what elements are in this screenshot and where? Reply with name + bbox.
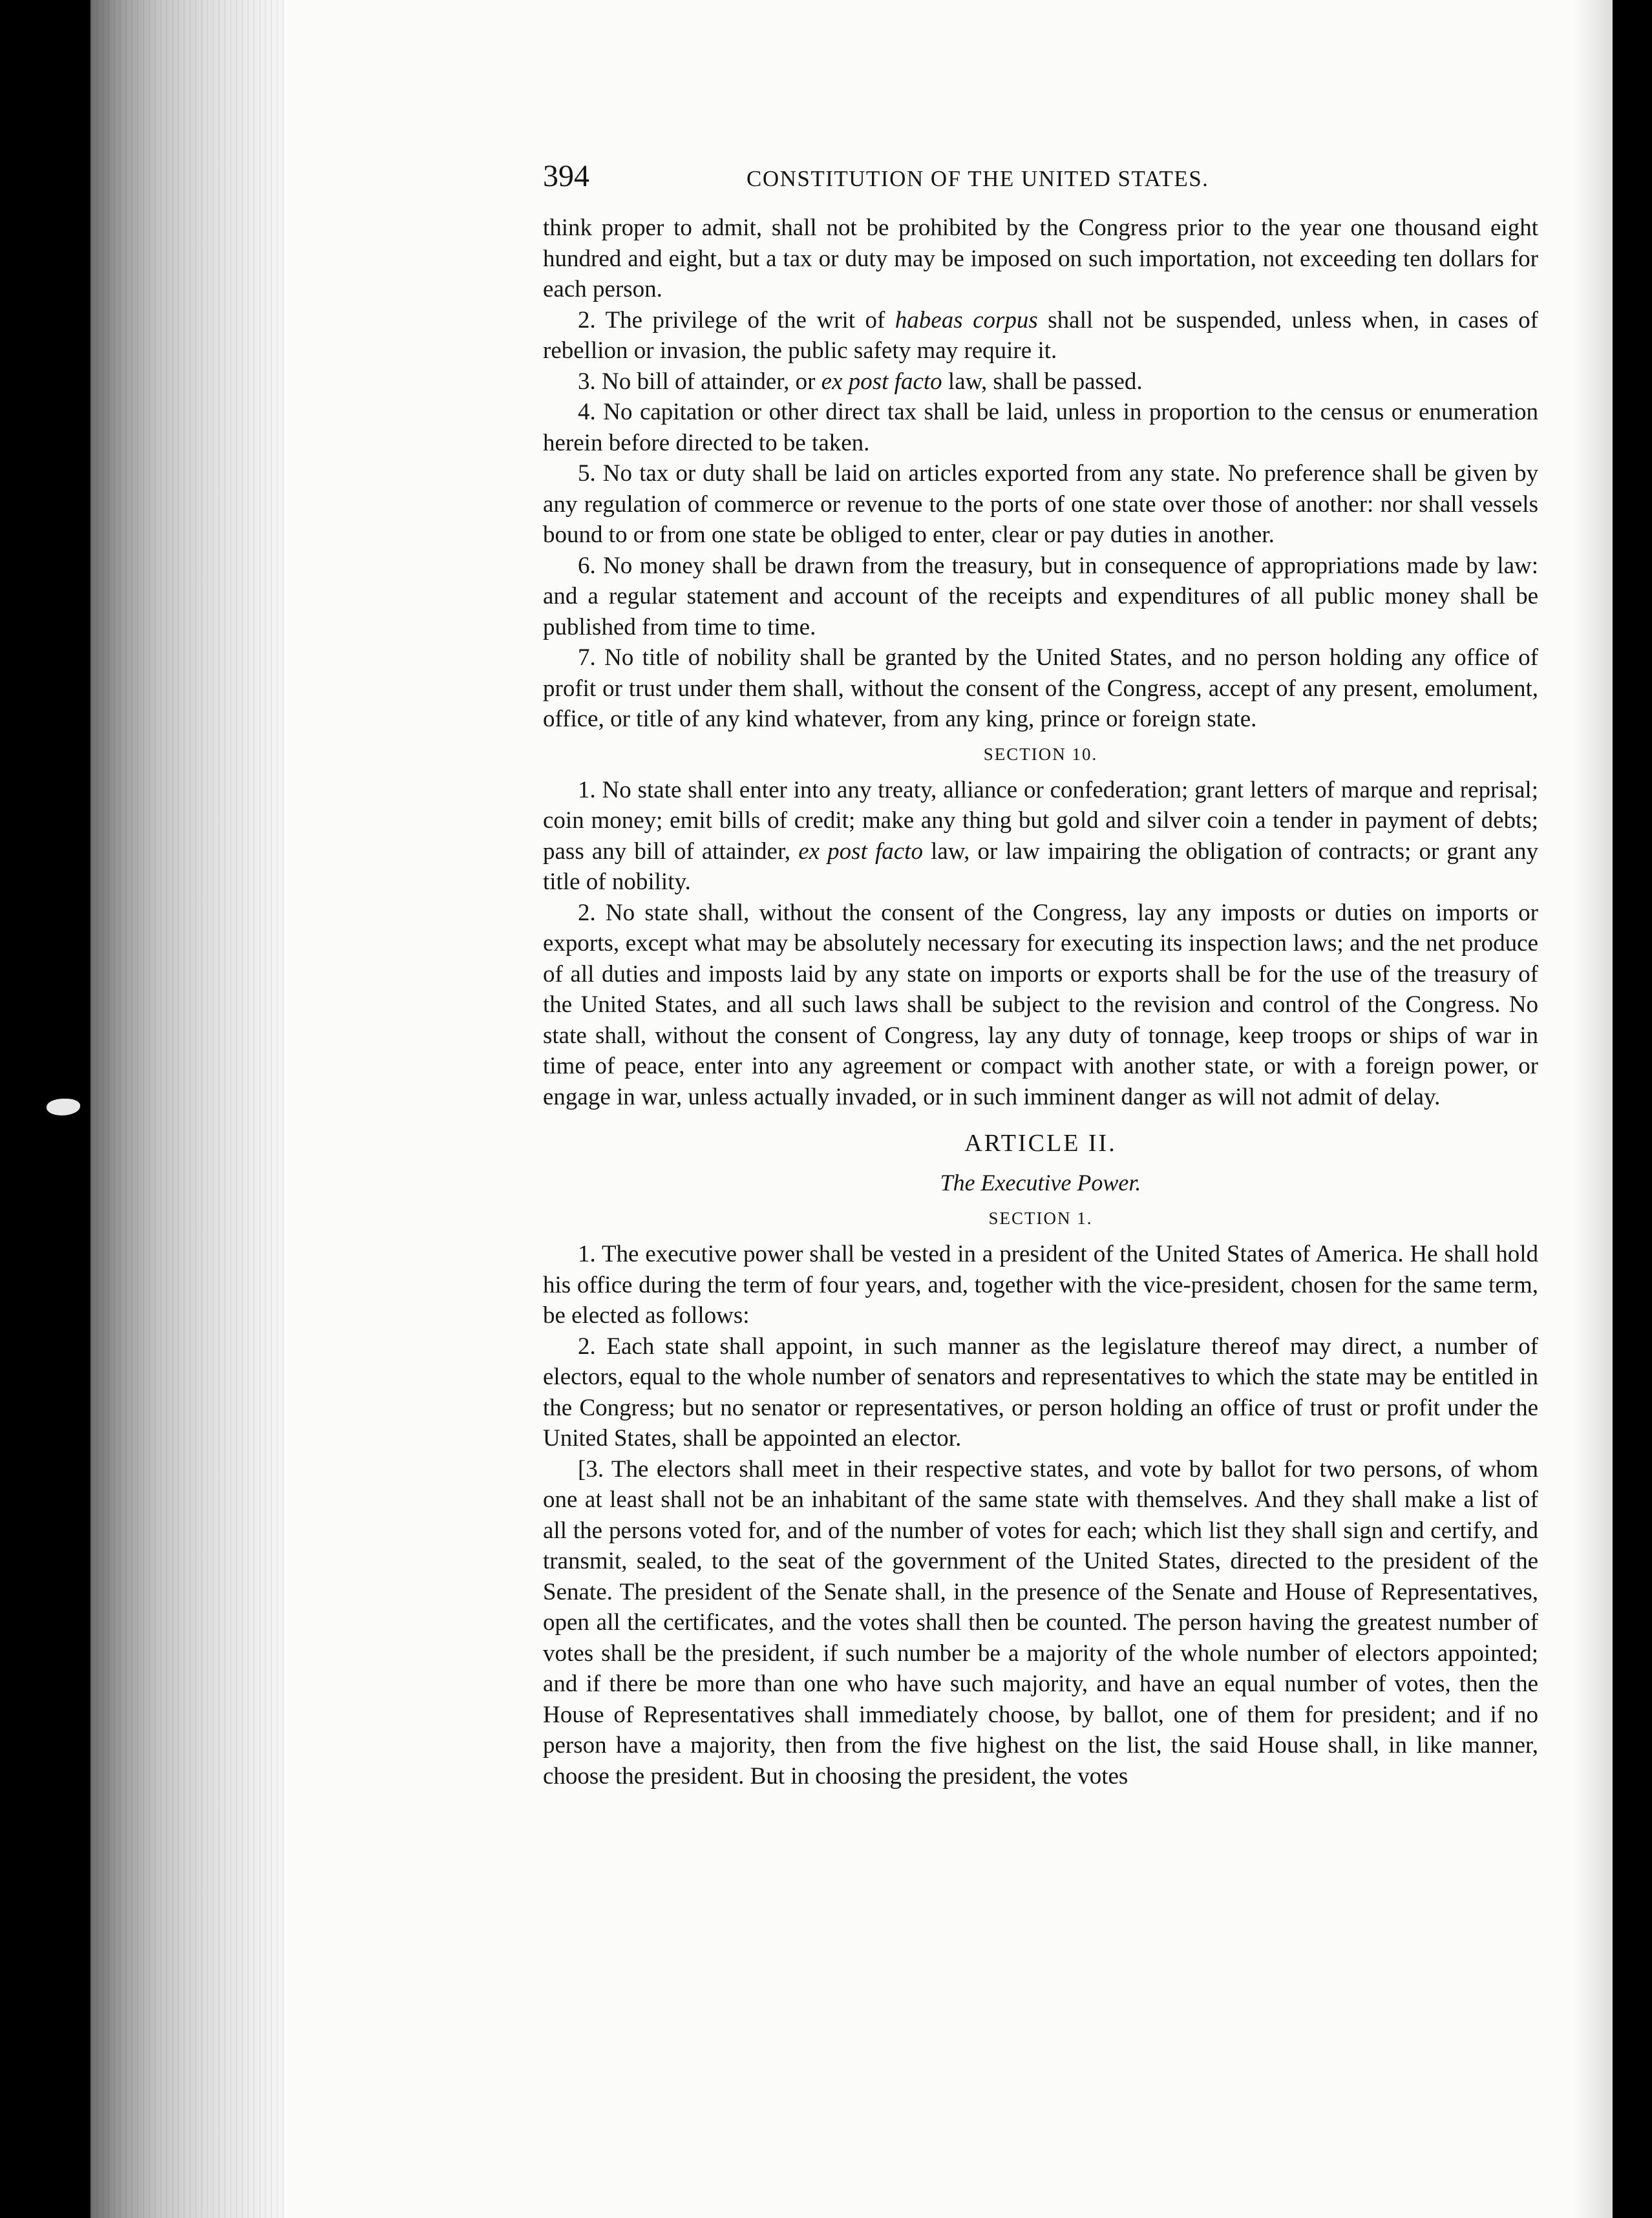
page-number: 394 [543, 159, 589, 193]
paragraph-habeas-corpus: 2. The privilege of the writ of habeas corpus shall not be suspended, unless when, in cases of rebellion or invasion, the public safety may require it. [543, 306, 1538, 364]
section-1-heading: SECTION 1. [988, 1209, 1093, 1228]
paragraph-state-restrictions: 1. No state shall enter into any treaty, alliance or confederation; grant letters of marque and reprisal; coin money; emit bills of credit; make any thing but gold and silver coin a tender in payment of debts; pass any bill of attainder, ex post facto law, or law impairing the obligation of contracts; or grant any title of nobility. [543, 776, 1538, 895]
scan-speck [47, 1099, 80, 1115]
article-2-heading: ARTICLE II. [964, 1130, 1117, 1157]
paragraph-electors-voting: [3. The electors shall meet in their respective states, and vote by ballot for two persons, of whom one at least shall not be an inhabitant of the same state with themselves. And they shall make a list of all the persons voted for, and of the number of votes for each; which list they shall sign and certify, and transmit, sealed, to the seat of the government of the United States, directed to the president of the Senate. The president of the Senate shall, in the presence of the Senate and House of Representatives, open all the certificates, and the votes shall then be counted. The person having the greatest number of votes shall be the president, if such number be a majority of the whole number of electors appointed; and if there be more than one who have such majority, and have an equal number of votes, then the House of Representatives shall immediately choose, by ballot, one of them for president; and if no person have a majority, then from the five highest on the list, the said House shall, in like manner, choose the president. But in choosing the president, the votes [543, 1455, 1538, 1790]
text-block [543, 158, 1538, 1791]
paragraph-capitation: 4. No capitation or other direct tax shall be laid, unless in proportion to the census or enumeration herein before directed to be taken. [543, 399, 1538, 456]
section-10-heading: SECTION 10. [983, 744, 1098, 764]
page-gutter-shadow [1574, 0, 1613, 2218]
book-page-edges [90, 0, 284, 2218]
paragraph-state-imposts: 2. No state shall, without the consent of the Congress, lay any imposts or duties on imports or exports, except what may be absolutely necessary for executing its inspection laws; and the net produce of all duties and imposts laid by any state on imports or exports shall be for the use of the treasury of the United States, and all such laws shall be subject to the revision and control of the Congress. No state shall, without the consent of Congress, lay any duty of tonnage, keep troops or ships of war in time of peace, enter into any agreement or compact with another state, or with a foreign power, or engage in war, unless actually invaded, or in such imminent danger as will not admit of delay. [543, 899, 1538, 1110]
paragraph-nobility: 7. No title of nobility shall be granted by the United States, and no person holding any office of profit or trust under them shall, without the consent of the Congress, accept of any present, emolument, office, or title of any kind whatever, from any king, prince or foreign state. [543, 644, 1538, 732]
paragraph-bill-of-attainder: 3. No bill of attainder, or ex post facto law, shall be passed. [578, 368, 1143, 395]
page-header [543, 158, 1538, 197]
paragraph-treasury: 6. No money shall be drawn from the treasury, but in consequence of appropriations made by law: and a regular statement and account of the receipts and expenditures of all public money shall be published from time to time. [543, 552, 1538, 640]
running-title: CONSTITUTION OF THE UNITED STATES. [747, 166, 1209, 191]
paragraph-electors-appointment: 2. Each state shall appoint, in such manner as the legislature thereof may direct, a number of electors, equal to the whole number of senators and representatives to which the state may be entitled in the Congress; but no senator or representatives, or person holding an office of trust or profit under the United States, shall be appointed an elector. [543, 1333, 1538, 1452]
article-2-subtitle: The Executive Power. [940, 1170, 1141, 1196]
paragraph-continuation: think proper to admit, shall not be prohibited by the Congress prior to the year one thousand eight hundred and eight, but a tax or duty may be imposed on such importation, not exceeding ten dollars for each person. [543, 215, 1538, 302]
paragraph-export-tax: 5. No tax or duty shall be laid on articles exported from any state. No preference shall be given by any regulation of commerce or revenue to the ports of one state over those of another: nor shall vessels bound to or from one state be obliged to enter, clear or pay duties in another. [543, 460, 1538, 548]
paragraph-executive-power: 1. The executive power shall be vested in a president of the United States of America. He shall hold his office during the term of four years, and, together with the vice-president, chosen for the same term, be elected as follows: [543, 1241, 1538, 1329]
